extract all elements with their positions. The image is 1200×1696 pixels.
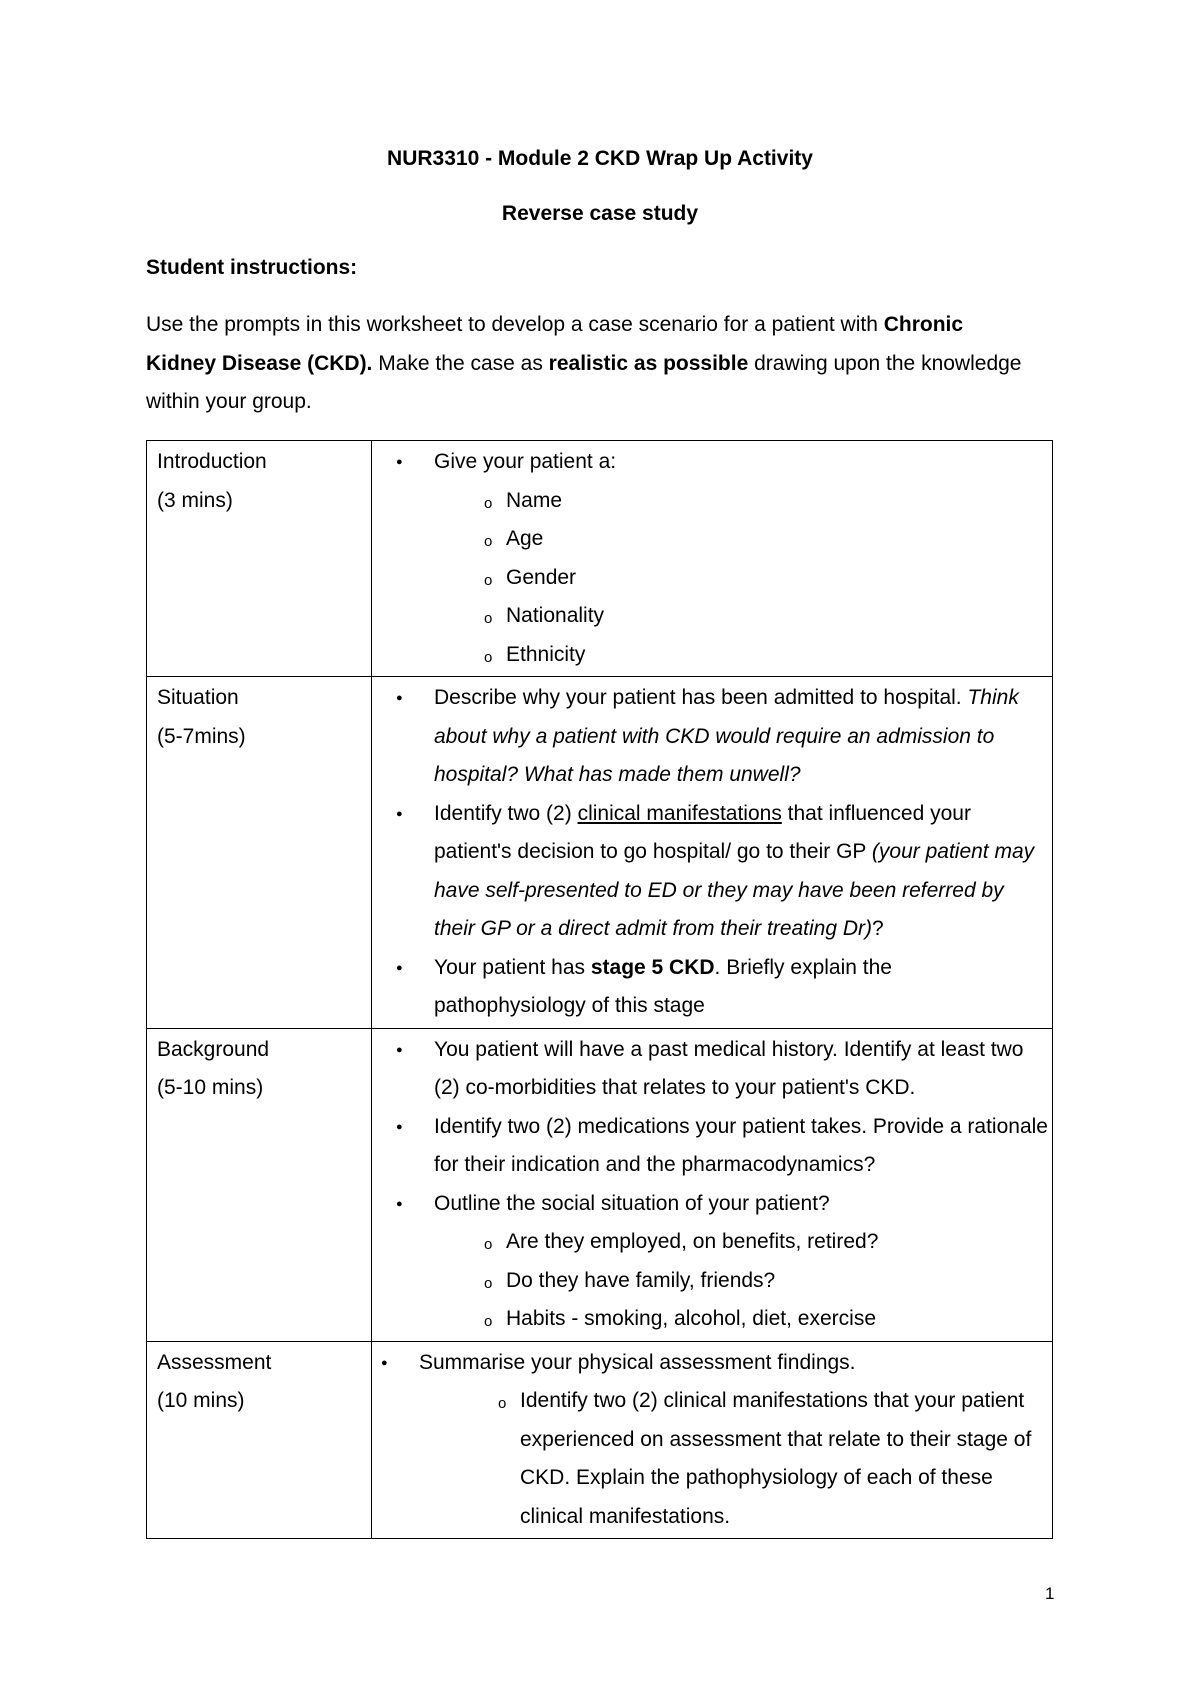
- situation-b1-italic: Think about why a patient with CKD would require an admission to hospital? What has made them unwell?: [434, 686, 1019, 786]
- situation-b2-pre: Identify two (2): [434, 801, 578, 825]
- page-number: 1: [1045, 1584, 1055, 1603]
- introduction-label-cell: [147, 441, 372, 677]
- situation-b2-mid: that influenced your patient's decision to go hospital/ go to their GP: [434, 801, 971, 863]
- introduction-sub-age: o Age: [372, 520, 1048, 559]
- intro-bold-ckd: Chronic Kidney Disease (CKD).: [146, 313, 964, 375]
- row-assessment: [147, 1341, 1053, 1539]
- situation-b3-bold: stage 5 CKD: [590, 955, 715, 979]
- background-content-cell: [372, 1028, 1053, 1341]
- introduction-bullet: ● Give your patient a:: [372, 443, 1048, 482]
- intro-text-2: Make the case as: [372, 351, 549, 375]
- background-label-cell: [147, 1028, 372, 1341]
- situation-b1-text: Describe why your patient has been admitted to hospital.: [434, 686, 962, 709]
- intro-text-1: Use the prompts in this worksheet to develop a case scenario for a patient with: [146, 313, 884, 336]
- intro-bold-realistic: realistic as possible: [548, 351, 749, 375]
- introduction-sub-gender: o Gender: [372, 559, 1048, 598]
- situation-b2-italic: (your patient may have self-presented to ED or they may have been referred by their GP or a direct admit from their treating Dr): [434, 840, 1035, 940]
- assessment-content-cell: [372, 1341, 1053, 1539]
- assessment-time: (10 mins): [157, 1389, 245, 1412]
- document-title: NUR3310 - Module 2 CKD Wrap Up Activity: [387, 147, 813, 170]
- background-time: (5-10 mins): [157, 1076, 264, 1099]
- row-background: [147, 1028, 1053, 1341]
- background-sub-habits: o Habits - smoking, alcohol, diet, exercise: [372, 1300, 1048, 1339]
- situation-b2-end: ?: [872, 917, 884, 940]
- introduction-time: (3 mins): [157, 488, 233, 512]
- situation-bullet-1: [372, 679, 1048, 795]
- background-sub-employment: o Are they employed, on benefits, retired?: [372, 1223, 1048, 1262]
- situation-content-cell: [372, 677, 1053, 1029]
- background-sub-family: o Do they have family, friends?: [372, 1262, 1048, 1301]
- assessment-bullet-1: ● Summarise your physical assessment findings.: [372, 1344, 1048, 1383]
- situation-b3-pre: Your patient has: [434, 955, 591, 979]
- introduction-sub-ethnicity: o Ethnicity: [372, 636, 1048, 675]
- instructions-heading: Student instructions:: [146, 256, 358, 279]
- situation-label: Situation: [157, 686, 239, 709]
- background-bullet-2: ● Identify two (2) medications your patient takes. Provide a rationale for their indication and the pharmacodynamics?: [372, 1108, 1048, 1185]
- case-study-table: [146, 440, 1053, 1539]
- background-bullet-1: ● You patient will have a past medical history. Identify at least two (2) co-morbidities that relates to your patient's CKD.: [372, 1031, 1048, 1108]
- assessment-label: Assessment: [157, 1350, 272, 1374]
- intro-paragraph: [146, 306, 1036, 422]
- introduction-content-cell: [372, 441, 1053, 677]
- background-label: Background: [157, 1037, 270, 1061]
- background-bullet-3: ● Outline the social situation of your patient?: [372, 1185, 1048, 1224]
- introduction-sub-nationality: o Nationality: [372, 597, 1048, 636]
- assessment-sub-1: o Identify two (2) clinical manifestations that your patient experienced on assessment that relate to their stage of CKD. Explain the pathophysiology of each of these clinical manifestations.: [372, 1382, 1048, 1536]
- situation-label-cell: [147, 677, 372, 1029]
- assessment-label-cell: [147, 1341, 372, 1539]
- introduction-label: Introduction: [157, 450, 267, 473]
- intro-text-3: drawing upon the knowledge within your group.: [146, 351, 1022, 413]
- introduction-sub-name: o Name: [372, 482, 1048, 521]
- situation-b3-post: . Briefly explain the pathophysiology of this stage: [434, 955, 892, 1017]
- situation-bullet-2: [372, 795, 1048, 949]
- row-introduction: [147, 441, 1053, 677]
- situation-bullet-3: [372, 949, 1048, 1026]
- row-situation: [147, 677, 1053, 1029]
- document-subtitle: Reverse case study: [501, 202, 699, 225]
- situation-b2-underline: clinical manifestations: [577, 801, 782, 825]
- situation-time: (5-7mins): [157, 724, 246, 748]
